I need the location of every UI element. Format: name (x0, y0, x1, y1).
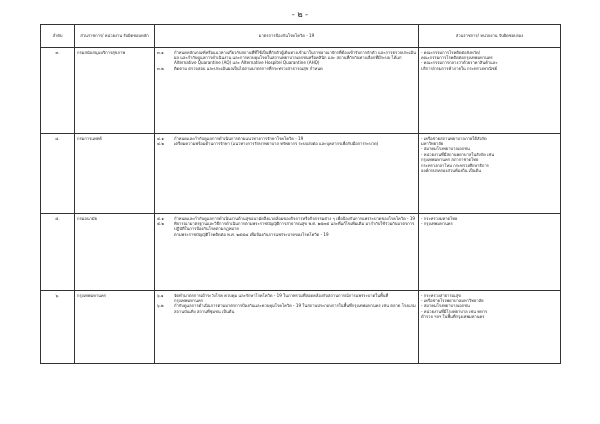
support-agency: คณะกรรมการโรคติดต่อกรุงเทพมหานคร (421, 54, 493, 60)
support-agency: องค์กรปกครองส่วนท้องถิ่น เป็นต้น (421, 167, 481, 173)
measure-number: ๖.๒ (157, 303, 164, 309)
support-agency: - คณะกรรมการกลางว่าด้วยราคาสินค้าและ (421, 60, 498, 66)
agency-cell: กรุงเทพมหานคร (75, 291, 155, 364)
measure-item (157, 141, 416, 146)
table-row (41, 214, 561, 291)
table-header-row (41, 25, 561, 48)
responsibility-table (40, 24, 561, 364)
support-agency: ตำรวจ ฯลฯ ในพื้นที่กรุงเทพมหานคร (421, 314, 485, 320)
header-support: ส่วนราชการ/ หน่วยงาน รับผิดชอบรอง (419, 25, 561, 48)
support-agency: - หน่วยงานที่มีสถานพยาบาลในสังกัด เช่น (421, 151, 495, 157)
page-number: - ๒ - (291, 10, 309, 19)
support-cell (419, 291, 561, 364)
row-number: ๕. (41, 214, 75, 291)
support-cell (419, 214, 561, 291)
measure-cell (155, 134, 419, 214)
row-number: ๓. (41, 48, 75, 134)
measure-number: ๖.๑ (157, 292, 164, 298)
measure-number: ๕.๑ (157, 215, 164, 221)
measure-text: เตรียมความพร้อมด้านการรักษา (แนวทางการรักษาพยาบาล ทรัพยากร ระบบส่งต่อ และบุคลากรเพื่อรับมือการระบาด) (174, 140, 379, 146)
measure-cell (155, 291, 419, 364)
measure-text: พิจารณามาตรฐานและวิธีการดำเนินการตามพระราชบัญญัติการสาธารณสุข พ.ศ. ๒๕๓๕ และที่แก้ไขเพิ่มเติม มากำกับใช้ร่วมกับมาตรการปฏิบัติในการป้องกันโรคตามกฎหมาย (174, 220, 415, 232)
support-agency: - สมาคมโรงพยาบาลเอกชน (421, 303, 470, 309)
support-agency: - สมาคมโรงพยาบาลเอกชน (421, 146, 470, 152)
measure-text: กำหนดและกำกับดูแลการดำเนินการตามแนวทางการรักษาโรคโควิด - 19 (174, 135, 304, 141)
support-agency: - กระทรวงมหาดไทย (421, 215, 458, 221)
row-number: ๖. (41, 291, 75, 364)
measure-item (157, 66, 416, 71)
measure-cell (155, 214, 419, 291)
measure-text: กำหนดหลักเกณฑ์หรือแนวทางเกี่ยวกับสถานที่ที่ใช้เป็นที่กักตัวผู้เดินทางเข้ามาในราชอาณาจักรที่ต้องเข้ารับการกักตัว และการตรวจประเมินผล และกำกับดูแลการดำเนินงาน และการควบคุมโรคในสถานพยาบาลเอกชนหรือคลินิก และ สถานที่กักกันทางเลือกที่มีระบบ ได้แก่ Alternative Quarantine (AQ) และ Alternative Hospitel Quarantine (AHQ) (174, 49, 416, 66)
measure-number: ๔.๒ (157, 140, 165, 146)
support-agency: บริการ/กรมการค้าภายใน กระทรวงพาณิชย์ (421, 65, 498, 71)
agency-cell: กรมการแพทย์ (75, 134, 155, 214)
header-no: ลำดับ (41, 25, 75, 48)
measure-item (157, 232, 416, 237)
support-cell (419, 48, 561, 134)
support-agency: - กระทรวงสาธารณสุข (421, 292, 461, 298)
measure-number: ๓.๑ (157, 49, 164, 55)
support-agency: - กรุงเทพมหานคร (421, 220, 453, 226)
table-row (41, 48, 561, 134)
support-agency: - คณะกรรมการโรคติดต่อจังหวัด/ (421, 49, 481, 55)
support-agency: - หน่วยงานที่มีโรงพยาบาล เช่น ทหาร (421, 308, 488, 314)
measure-item (157, 221, 416, 232)
measure-number (157, 232, 174, 237)
row-number: ๔. (41, 134, 75, 214)
support-agency: - เครือข่ายโรงพยาบาลมหาวิทยาลัย (421, 297, 484, 303)
measure-text: ติดตาม ตรวจสอบ และประเมินผลเป็นไปตามมาตรการที่กระทรวงสาธารณสุข กำหนด (174, 65, 323, 71)
table-row (41, 291, 561, 364)
measure-item (157, 303, 416, 314)
measure-item (157, 50, 416, 66)
agency-cell: กรมอนามัย (75, 214, 155, 291)
measure-number: ๔.๑ (157, 135, 164, 141)
measure-text: กำกับดูแลการดำเนินการตามมาตรการป้องกันและควบคุมโรคโควิด - 19 ในสถานประกอบการในพื้นที่กรุงเทพมหานคร เช่น ตลาด โรงแรม สถานบันเทิง สถานที่ชุมชน เป็นต้น (174, 303, 416, 314)
measure-number: ๓.๒ (157, 65, 164, 71)
measure-text: จัดทำมาตรการเฝ้าระวังโรค ควบคุม และรักษาโรคโควิด - 19 ในภาพรวมที่สอดคล้องกับสถานการณ์การแพร่ระบาดในพื้นที่กรุงเทพมหานคร (174, 292, 389, 303)
agency-cell: กรมสนับสนุนบริการสุขภาพ (75, 48, 155, 134)
header-agency: ส่วนราชการ/ หน่วยงาน รับผิดชอบหลัก (75, 25, 155, 48)
measure-item (157, 293, 416, 304)
support-agency: กรุงเทพมหานคร สภากาชาดไทย (421, 157, 479, 163)
measure-cell (155, 48, 419, 134)
support-agency: มหาวิทยาลัย (421, 140, 444, 146)
measure-number: ๕.๒ (157, 220, 165, 226)
header-measure: มาตรการป้องกันโรคโควิด - 19 (155, 25, 419, 48)
measure-text: กำหนดและกำกับดูแลการดำเนินงานด้านสุขอนามัยสิ่งแวดล้อมของกิจการหรือกิจกรรมต่าง ๆ เพื่อป้องกันการแพร่ระบาดของโรคโควิด - 19 (174, 215, 416, 221)
support-cell (419, 134, 561, 214)
support-agency: กระทรวงกลาโหม กระทรวงศึกษาธิการ (421, 162, 489, 168)
table-row (41, 134, 561, 214)
support-agency: - เครือข่ายสถานพยาบาลภายใต้สังกัด (421, 135, 487, 141)
measure-text: ตามพระราชบัญญัติโรคติดต่อ พ.ศ. ๒๕๕๘ เพื่อป้องกันการแพร่ระบาดของโรคโควิด - 19 (174, 231, 329, 237)
